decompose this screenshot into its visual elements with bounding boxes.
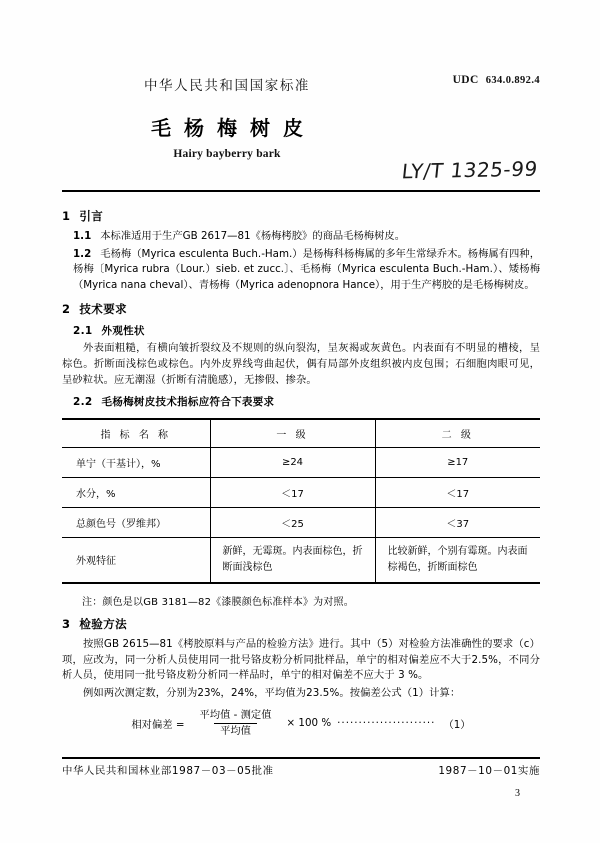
clause-1-1-text: 本标准适用于生产GB 2617—81《杨梅栲胶》的商品毛杨梅树皮。 <box>100 230 405 242</box>
document-footer <box>62 762 540 777</box>
page-number: 3 <box>515 788 520 799</box>
clause-1-1-label: 1.1 <box>73 230 92 242</box>
footer-divider <box>62 757 540 759</box>
clause-1-2 <box>62 247 540 294</box>
formula-fraction <box>193 709 277 738</box>
row-2-grade-2: ＜37 <box>375 507 540 537</box>
formula-relative-deviation <box>62 709 540 738</box>
table-row <box>62 447 540 477</box>
row-0-grade-2: ≥17 <box>375 447 540 477</box>
row-3-indicator: 外观特征 <box>62 537 210 583</box>
national-standard-label: 中华人民共和国国家标准 <box>143 78 311 94</box>
page-content-area <box>62 0 540 843</box>
document-header <box>62 0 540 184</box>
udc-label: UDC <box>452 74 479 86</box>
clause-2-1-text: 外表面粗糙，有横向皱折裂纹及不规则的纵向裂沟，呈灰褐或灰黄色。内表面有不明显的槽棱，呈棕色。折断面浅棕色或棕色。内外皮界线弯曲起伏，偶有局部外皮组织被内皮包围；石细胞肉眼可见，呈砂粒状。应无潮湿（折断有清脆感），无掺假、掺杂。 <box>62 342 540 386</box>
implementation-date: 1987－10－01实施 <box>438 765 540 777</box>
section-heading-3 <box>62 616 540 632</box>
section-2-title: 技术要求 <box>79 302 128 317</box>
row-2-indicator: 总颜色号（罗维邦） <box>62 507 210 537</box>
clause-2-1-title: 外观性状 <box>101 325 145 338</box>
header-divider <box>62 190 540 192</box>
section-1-number: 1 <box>62 209 71 223</box>
table-row <box>62 537 540 583</box>
document-body <box>62 200 540 738</box>
row-3-grade-1: 新鲜，无霉斑。内表面棕色，折断面浅棕色 <box>210 537 375 583</box>
table-header-row <box>62 419 540 447</box>
clause-1-1 <box>62 229 540 245</box>
column-header-grade-2: 二 级 <box>375 419 540 447</box>
row-2-grade-1: ＜25 <box>210 507 375 537</box>
clause-1-2-label: 1.2 <box>73 247 92 260</box>
clause-2-2-label: 2.2 <box>73 396 93 409</box>
section-3-paragraph-2: 例如两次测定数，分别为23%，24%，平均值为23.5%。按偏差公式（1）计算： <box>83 686 461 699</box>
row-1-indicator: 水分，% <box>62 477 210 507</box>
formula-right-side: × 100 % <box>286 717 332 730</box>
table-row <box>62 477 540 507</box>
row-0-grade-1: ≥24 <box>210 447 375 477</box>
udc-code <box>453 74 540 86</box>
spec-table-wrapper <box>62 418 540 608</box>
formula-numerator: 平均值 - 测定值 <box>199 708 272 721</box>
column-header-grade-1: 一 级 <box>210 419 375 447</box>
section-2-number: 2 <box>62 302 71 317</box>
section-1-title: 引言 <box>79 209 104 223</box>
page-title: 毛杨梅树皮 <box>151 116 316 140</box>
approval-statement: 中华人民共和国林业部1987－03－05批准 <box>62 765 274 777</box>
clause-1-2-text: 毛杨梅（Myrica esculenta Buch.-Ham.）是杨梅科杨梅属的多年生常绿乔木。杨梅属有四种，杨梅〔Myrica rubra（Lour.）sieb. et zucc.〕、毛杨梅（Myrica esculenta Buch.-Ham.）、矮杨梅（Myrica nana cheval）、青杨梅（Myrica adenopnora Hance），用于生产栲胶的是毛杨梅树皮。 <box>73 247 540 291</box>
formula-denominator: 平均值 <box>214 723 257 738</box>
formula-number: （1） <box>443 718 471 731</box>
clause-2-2-title: 毛杨梅树皮技术指标应符合下表要求 <box>101 396 275 409</box>
row-1-grade-2: ＜17 <box>375 477 540 507</box>
formula-left-side: 相对偏差 = <box>131 718 185 731</box>
row-0-indicator: 单宁（干基计），% <box>62 447 210 477</box>
section-heading-1 <box>62 208 540 224</box>
section-3-title: 检验方法 <box>79 617 128 632</box>
udc-number: 634.0.892.4 <box>485 75 540 86</box>
column-header-indicator: 指 标 名 称 <box>62 419 210 447</box>
standard-number-handwritten: LY/T 1325-99 <box>401 156 540 184</box>
clause-2-2-heading <box>62 394 540 409</box>
row-3-grade-2: 比较新鲜，个别有霉斑。内表面棕褐色，折断面棕色 <box>375 537 540 583</box>
section-3-number: 3 <box>62 617 71 632</box>
clause-2-1-label: 2.1 <box>73 325 93 338</box>
section-3-paragraph-1: 按照GB 2615—81《栲胶原料与产品的检验方法》进行。其中（5）对检验方法准确性的要求（c）项，应改为，同一分析人员使用同一批号铬皮粉分析同批样品，单宁的相对偏差应不大于2.5%，不同分析人员，使用同一批号铬皮粉分析同一样品时，单宁的相对偏差不应大于 3 %。 <box>62 638 540 682</box>
row-1-grade-1: ＜17 <box>210 477 375 507</box>
specification-table <box>62 418 540 584</box>
formula-leader-dots: ······················· <box>337 717 436 730</box>
section-heading-2 <box>62 301 540 317</box>
page-subtitle-english: Hairy bayberry bark <box>173 148 281 160</box>
table-row <box>62 507 540 537</box>
clause-2-1-heading <box>62 323 540 338</box>
table-note: 注：颜色是以GB 3181—82《漆膜颜色标准样本》为对照。 <box>82 597 354 609</box>
